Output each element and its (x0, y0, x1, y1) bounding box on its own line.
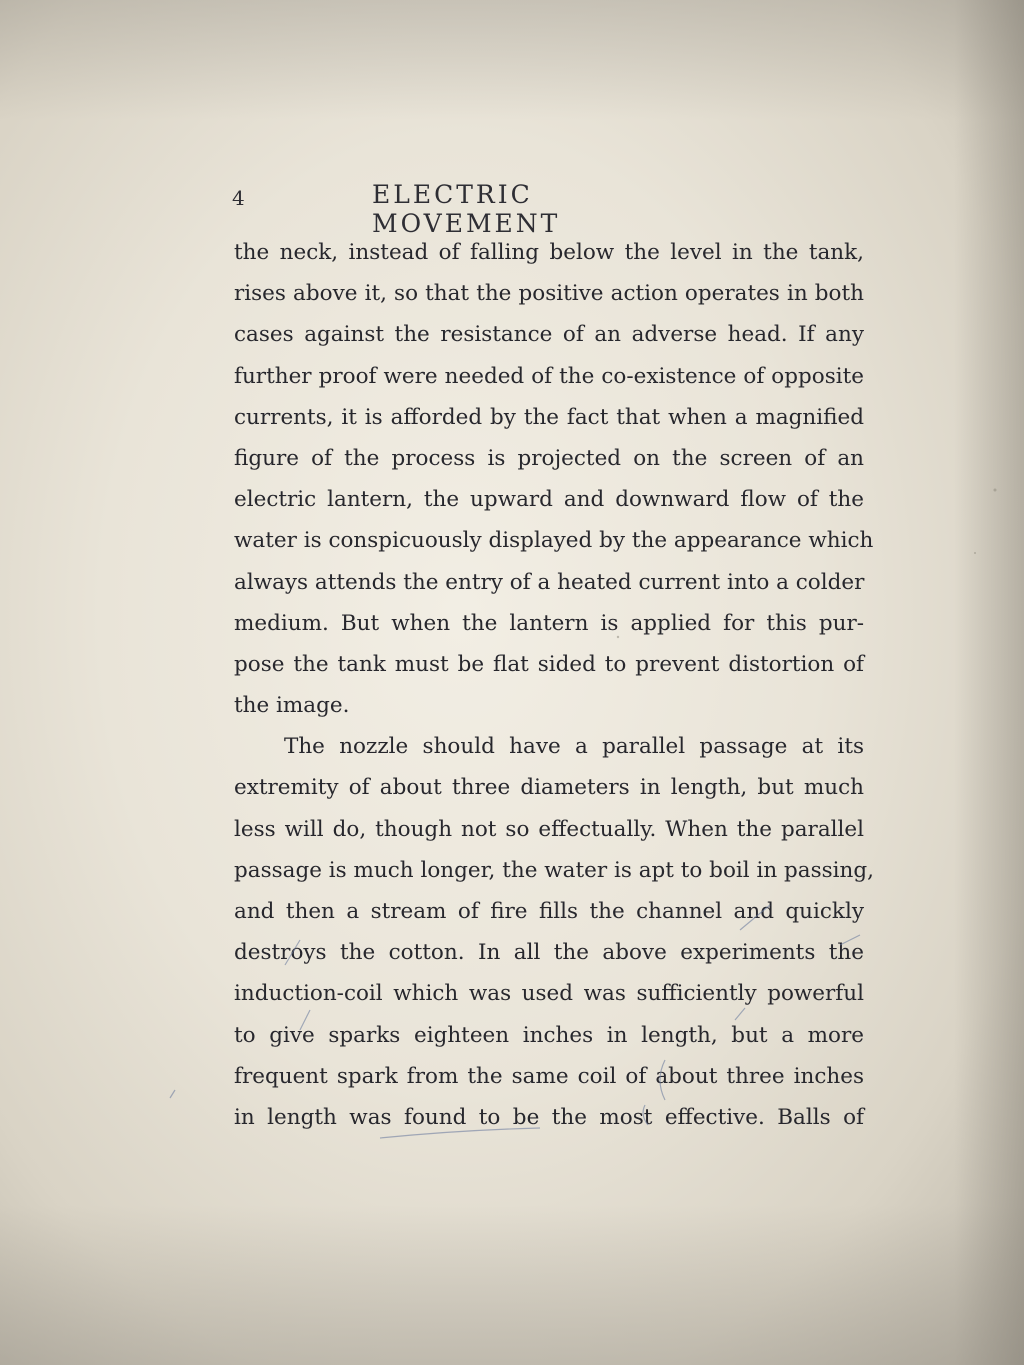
text-line: and then a stream of fire fills the channel and quickly (234, 899, 864, 924)
text-line: electric lantern, the upward and downward flow of the (234, 487, 864, 513)
body-text (234, 232, 875, 1138)
page-header (232, 180, 702, 238)
text-line: cases against the resistance of an adverse head. If any (234, 322, 864, 348)
text-line: the image. (234, 693, 350, 719)
text-line: extremity of about three diameters in length, but much (234, 775, 864, 801)
paragraph-start-line: The nozzle should have a parallel passage at its (284, 734, 864, 760)
text-line: currents, it is afforded by the fact that when a magnified (234, 404, 864, 430)
text-line: pose the tank must be flat sided to prevent distortion of (234, 651, 864, 677)
text-line: in length was found to be the most effective. Balls of (234, 1104, 864, 1130)
text-line: water is conspicuously displayed by the appearance which (234, 528, 874, 554)
pencil-mark (170, 1090, 175, 1098)
text-line: further proof were needed of the co-existence of opposite (234, 363, 864, 389)
text-line: less will do, though not so effectually. When the parallel (234, 816, 864, 842)
text-line: frequent spark from the same coil of about three inches (234, 1063, 864, 1089)
text-line: figure of the process is projected on the screen of an (234, 445, 864, 471)
text-line: induction-coil which was used was sufficiently powerful (234, 981, 864, 1007)
text-line: passage is much longer, the water is apt to boil in passing, (234, 857, 875, 883)
page-number: 4 (232, 186, 245, 210)
text-line: always attends the entry of a heated current into a colder (234, 569, 865, 595)
text-line: the neck, instead of falling below the level in the tank, (234, 240, 864, 265)
text-line: destroys the cotton. In all the above experiments the (234, 940, 864, 966)
text-line: medium. But when the lantern is applied for this pur- (234, 610, 864, 636)
running-title: ELECTRIC MOVEMENT (372, 180, 561, 238)
text-line: rises above it, so that the positive action operates in both (234, 281, 864, 307)
text-line: to give sparks eighteen inches in length, but a more (234, 1022, 864, 1048)
